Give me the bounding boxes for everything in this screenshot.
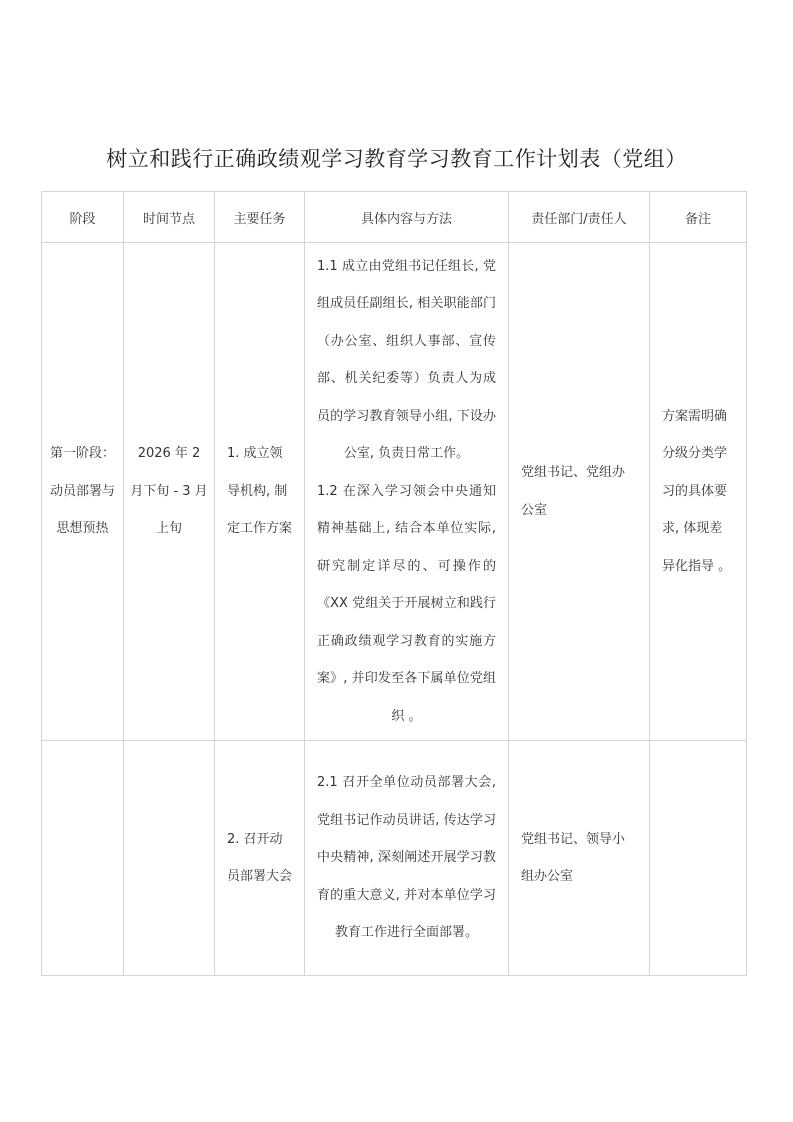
header-content: 具体内容与方法	[305, 192, 509, 243]
time-cell	[124, 741, 215, 976]
task-text: 1. 成立领导机构, 制定工作方案	[227, 446, 293, 537]
content-cell	[305, 243, 509, 741]
note-cell	[650, 741, 747, 976]
task-text: 2. 召开动员部署大会	[227, 831, 293, 884]
header-responsible: 责任部门/责任人	[509, 192, 650, 243]
content-cell	[305, 741, 509, 976]
note-text: 方案需明确分级分类学习的具体要求, 体现差异化指导 。	[662, 408, 732, 574]
stage-cell	[42, 243, 124, 741]
header-note: 备注	[650, 192, 747, 243]
header-time: 时间节点	[124, 192, 215, 243]
responsible-cell	[509, 243, 650, 741]
note-cell	[650, 243, 747, 741]
document-title: 树立和践行正确政绩观学习教育学习教育工作计划表（党组）	[106, 147, 687, 171]
time-text: 2026 年 2 月下旬 - 3 月上旬	[130, 446, 208, 537]
task-cell	[215, 741, 305, 976]
table-header-row	[42, 192, 747, 243]
content-item-1-2: 1.2 在深入学习领会中央通知精神基础上, 结合本单位实际, 研究制定详尽的、可操作的《XX 党组关于开展树立和践行正确政绩观学习教育的实施方案》, 并印发至各下属单位党组织 。	[317, 483, 496, 724]
header-stage: 阶段	[42, 192, 124, 243]
table-row	[42, 741, 747, 976]
header-task: 主要任务	[215, 192, 305, 243]
content-item-1-1: 1.1 成立由党组书记任组长, 党组成员任副组长, 相关职能部门（办公室、组织人事部、宣传部、机关纪委等）负责人为成员的学习教育领导小组, 下设办公室, 负责日常工作。	[317, 258, 496, 462]
stage-cell	[42, 741, 124, 976]
responsible-cell	[509, 741, 650, 976]
time-cell	[124, 243, 215, 741]
stage-text: 第一阶段：动员部署与思想预热	[49, 446, 115, 537]
content-item-2-1: 2.1 召开全单位动员部署大会, 党组书记作动员讲话, 传达学习中央精神, 深刻阐述开展学习教育的重大意义, 并对本单位学习教育工作进行全面部署。	[317, 775, 496, 941]
responsible-text: 党组书记、领导小组办公室	[521, 831, 626, 884]
task-cell	[215, 243, 305, 741]
responsible-text: 党组书记、党组办公室	[521, 465, 626, 518]
table-row	[42, 243, 747, 741]
work-plan-table	[41, 191, 747, 976]
